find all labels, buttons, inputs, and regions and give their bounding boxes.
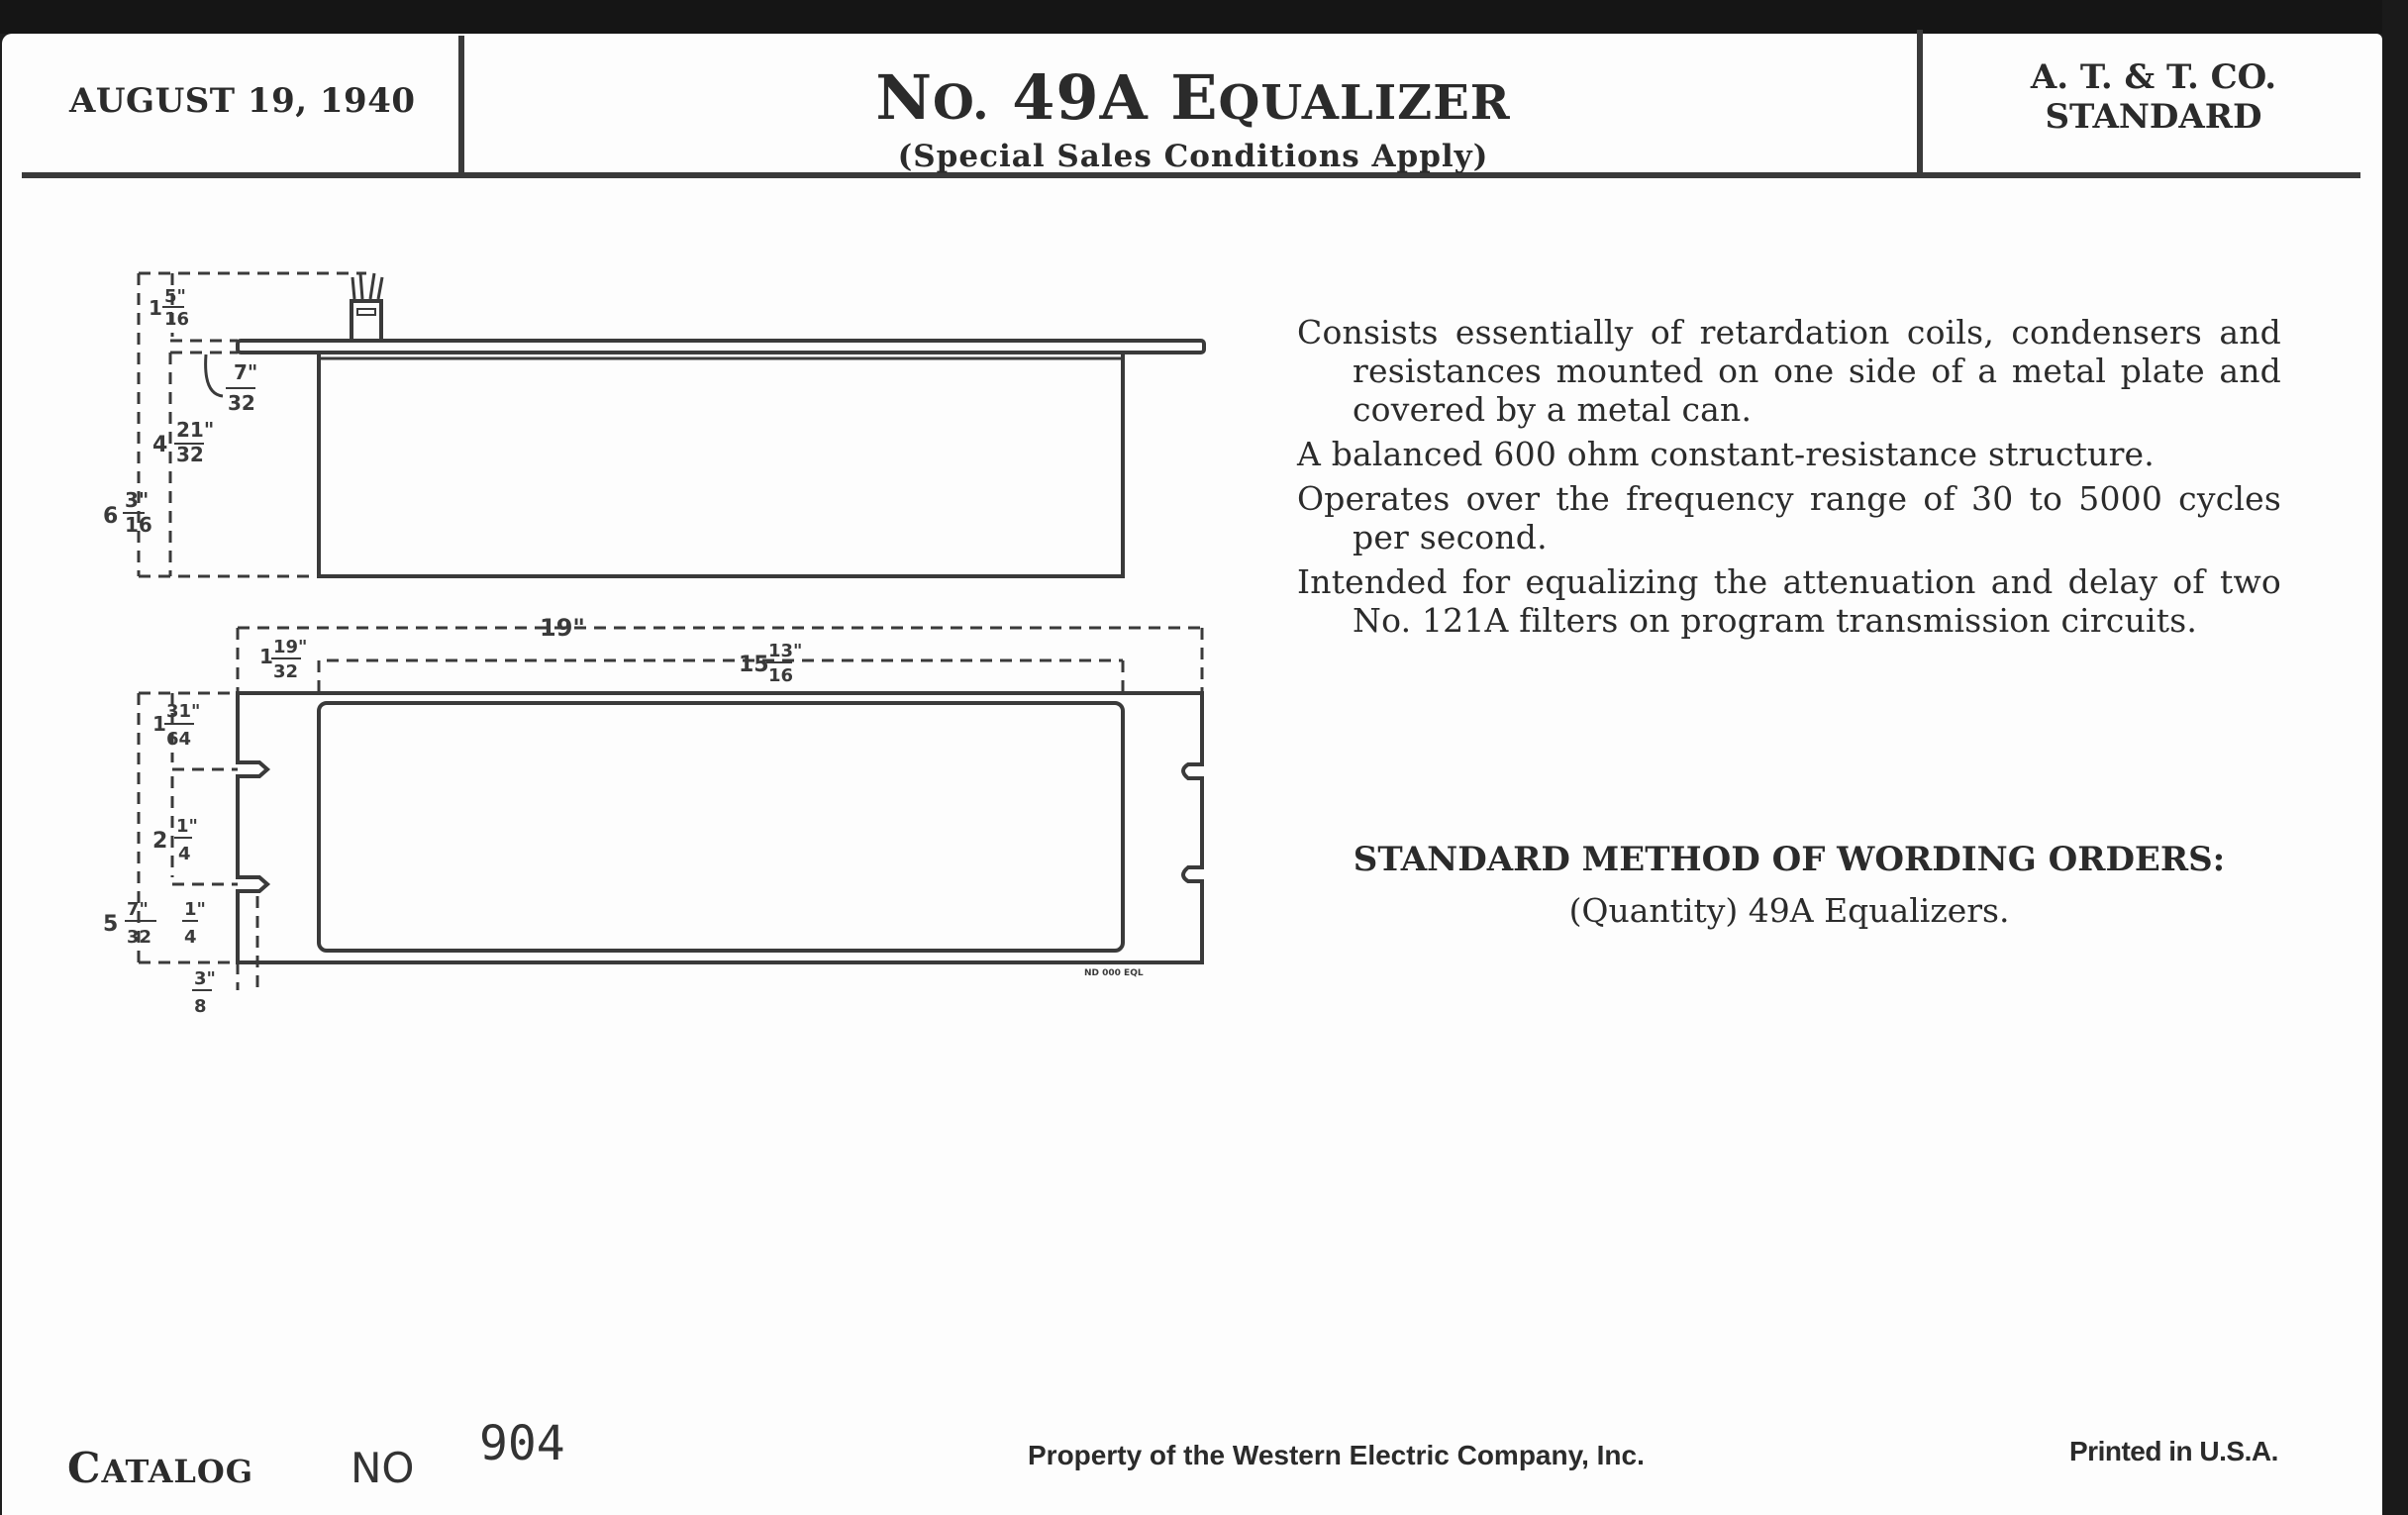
property-notice: Property of the Western Electric Company, Inc. bbox=[1028, 1440, 1645, 1470]
can-front bbox=[319, 703, 1123, 951]
dim-label: 1 bbox=[152, 712, 166, 736]
front-view-dimension-labels bbox=[103, 614, 802, 1017]
dim-label: 1 bbox=[149, 296, 162, 320]
dim-label: 4 bbox=[184, 927, 197, 948]
issue-date: AUGUST 19, 1940 bbox=[69, 81, 416, 121]
dim-label: 32 bbox=[127, 927, 152, 948]
dim-label: 21" bbox=[176, 418, 215, 442]
product-description bbox=[1297, 313, 2281, 646]
dim-label: 4 bbox=[178, 844, 191, 864]
title-prefix: N bbox=[875, 61, 933, 134]
dim-label: 2 bbox=[152, 829, 168, 854]
dim-label: 5 bbox=[103, 912, 119, 937]
dim-label: 3" bbox=[194, 968, 216, 989]
dim-label: 1" bbox=[176, 816, 198, 837]
dim-label: 13" bbox=[768, 641, 803, 661]
dim-label: 15 bbox=[739, 653, 769, 677]
catalog-number: 904 bbox=[479, 1416, 565, 1471]
can-side bbox=[319, 353, 1123, 576]
dim-label: 16 bbox=[125, 513, 152, 537]
ordering-heading: STANDARD METHOD OF WORDING ORDERS: bbox=[1353, 840, 2226, 879]
ordering-text: (Quantity) 49A Equalizers. bbox=[1568, 891, 2010, 930]
dim-label: 32 bbox=[228, 391, 255, 415]
dim-label: 16 bbox=[164, 309, 190, 330]
drawing-reference: ND 000 EQL bbox=[1084, 968, 1144, 978]
description-paragraph: Consists essentially of retardation coils, condensers and resistances mounted on one side of a metal plate and covered by a metal can. bbox=[1297, 313, 2281, 429]
title-word-initial: E bbox=[1170, 61, 1219, 134]
printed-notice: Printed in U.S.A. bbox=[2069, 1436, 2278, 1466]
dim-label: 7" bbox=[234, 360, 258, 384]
dim-label: 5" bbox=[164, 286, 186, 307]
catalog-rest: ATALOG bbox=[101, 1453, 254, 1490]
dim-label: 8 bbox=[194, 996, 207, 1017]
description-paragraph: Operates over the frequency range of 30 to 5000 cycles per second. bbox=[1297, 479, 2281, 556]
dim-label: 1 bbox=[259, 645, 273, 668]
catalog-label bbox=[67, 1444, 253, 1492]
dim-label: 7" bbox=[127, 899, 149, 920]
catalog-no-label: NO bbox=[351, 1444, 415, 1492]
side-view-dimension-labels bbox=[103, 286, 257, 537]
mounting-plate-front bbox=[238, 693, 1202, 962]
dim-label: 64 bbox=[166, 729, 192, 750]
catalog-initial: C bbox=[67, 1444, 102, 1492]
title-word-rest: QUALIZER bbox=[1218, 75, 1511, 131]
dim-label: 1" bbox=[184, 899, 206, 920]
title-number: 49A bbox=[989, 61, 1171, 134]
dim-label: 3" bbox=[125, 488, 150, 512]
dim-label: 6 bbox=[103, 504, 119, 529]
description-paragraph: A balanced 600 ohm constant-resistance structure. bbox=[1297, 435, 2155, 473]
front-view bbox=[238, 693, 1202, 978]
terminal-block bbox=[351, 301, 381, 341]
side-view bbox=[238, 273, 1204, 576]
front-view-dimension-lines bbox=[139, 628, 1202, 990]
title-prefix-small: O. bbox=[932, 75, 990, 131]
terminal-leads bbox=[352, 273, 382, 299]
page-subtitle: (Special Sales Conditions Apply) bbox=[897, 139, 1489, 174]
dim-label: 16 bbox=[768, 665, 794, 686]
dim-label: 19" bbox=[273, 637, 308, 657]
dim-label: 19" bbox=[540, 614, 585, 642]
dim-label: 32 bbox=[176, 443, 204, 466]
dim-label: 4 bbox=[152, 433, 168, 457]
org-standard: STANDARD bbox=[2045, 97, 2262, 137]
org-name: A. T. & T. CO. bbox=[2030, 57, 2277, 97]
dim-label: 32 bbox=[273, 661, 299, 682]
description-paragraph: Intended for equalizing the attenuation and delay of two No. 121A filters on program transmission circuits. bbox=[1297, 562, 2281, 640]
dim-label: 31" bbox=[166, 701, 201, 722]
